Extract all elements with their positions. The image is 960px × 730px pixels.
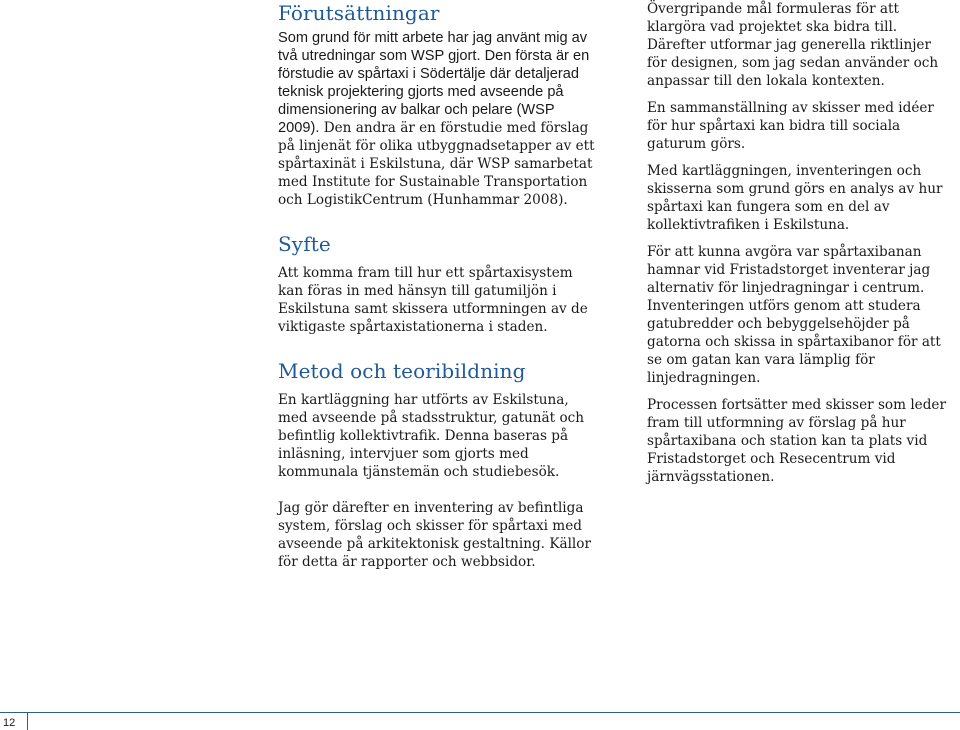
paragraph-forutsattningar (278, 29, 596, 209)
heading-metod: Metod och teoribildning (278, 359, 526, 383)
paragraph-forutsattningar-sans: Som grund för mitt arbete har jag använt mig av två utredningar som WSP gjort. Den första är en förstudie av spårtaxi i Södertälje där detaljerad teknisk projektering gjorts med avseende på dimensionering av balkar och pelare (WSP 2009). (278, 30, 590, 136)
right-paragraph-3: Med kartläggningen, inventeringen och skisserna som grund görs en analys av hur spårtaxi kan fungera som en del av kollektivtrafiken i Eskilstuna. (647, 163, 943, 233)
left-column (278, 0, 596, 571)
page-number: 12 (3, 717, 16, 729)
right-column (647, 0, 953, 495)
footer-rule (0, 712, 960, 713)
heading-forutsattningar: Förutsättningar (278, 1, 440, 25)
paragraph-forutsattningar-serif: Den andra är en förstudie med förslag på linjenät för olika utbyggnadsetapper av ett spårtaxinät i Eskilstuna, där WSP samarbetat med Institute for Sustainable Transportation och LogistikCentrum (Hunhammar 2008). (278, 120, 595, 208)
heading-syfte: Syfte (278, 232, 331, 256)
paragraph-metod-1: En kartläggning har utförts av Eskilstuna, med avseende på stadsstruktur, gatunät och befintlig kollektivtrafik. Denna baseras på inläsning, intervjuer som gjorts med kommunala tjänstemän och studiebesök. (278, 392, 584, 480)
right-paragraph-5: Processen fortsätter med skisser som leder fram till utformning av förslag på hur spårtaxibana och station kan ta plats vid Fristadstorget och Resecentrum vid järnvägsstationen. (647, 397, 946, 485)
paragraph-syfte: Att komma fram till hur ett spårtaxisystem kan föras in med hänsyn till gatumiljön i Eskilstuna samt skissera utformningen av de viktigaste spårtaxistationerna i staden. (278, 265, 588, 335)
right-paragraph-1: Övergripande mål formuleras för att klargöra vad projektet ska bidra till. Därefter utformar jag generella riktlinjer för designen, som jag sedan använder och anpassar till den lokala kontexten. (647, 1, 939, 89)
right-paragraph-2: En sammanställning av skisser med idéer för hur spårtaxi kan bidra till sociala gaturum görs. (647, 100, 934, 152)
paragraph-metod-2: Jag gör därefter en inventering av befintliga system, förslag och skisser för spårtaxi med avseende på arkitektonisk gestaltning. Källor för detta är rapporter och webbsidor. (278, 500, 591, 570)
right-paragraph-4: För att kunna avgöra var spårtaxibanan hamnar vid Fristadstorget inventerar jag alternativ för linjedragningar i centrum. Inventeringen utförs genom att studera gatubredder och bebyggelsehöjder på gatorna och skissa in spårtaxibanor för att se om gatan kan vara lämplig för linjedragningen. (647, 244, 941, 386)
